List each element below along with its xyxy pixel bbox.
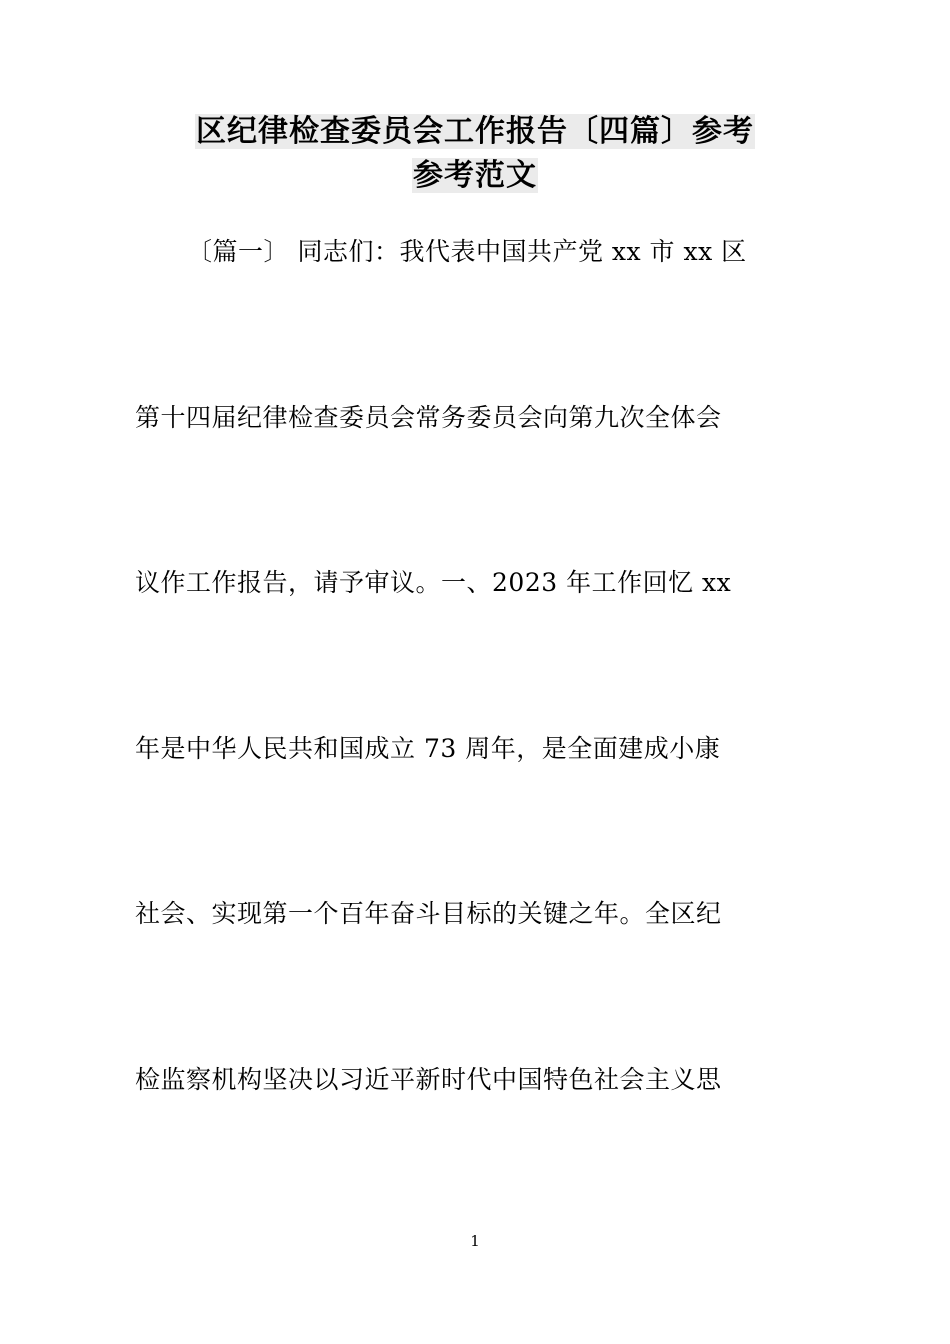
paragraph-4: 年是中华人民共和国成立 73 周年，是全面建成小康: [135, 733, 721, 763]
title-line-2-text: 参考范文: [413, 157, 537, 193]
document-body: [135, 110, 815, 1098]
page-number: 1: [470, 1232, 480, 1250]
paragraph-5: 社会、实现第一个百年奋斗目标的关键之年。全区纪: [135, 899, 722, 928]
paragraph-1: 〔篇一〕 同志们：我代表中国共产党 xx 市 xx 区: [187, 237, 747, 266]
paragraph-6: 检监察机构坚决以习近平新时代中国特色社会主义思: [135, 1064, 722, 1094]
title-line-1-text: 区纪律检查委员会工作报告〔四篇〕参考: [196, 114, 754, 149]
title-line-1: [135, 110, 815, 154]
page-title: [135, 110, 815, 197]
paragraph-3: 议作工作报告，请予审议。一、2023 年工作回忆 xx: [135, 568, 732, 597]
title-line-2: [135, 154, 815, 198]
paragraph-2: 第十四届纪律检查委员会常务委员会向第九次全体会: [135, 402, 722, 432]
